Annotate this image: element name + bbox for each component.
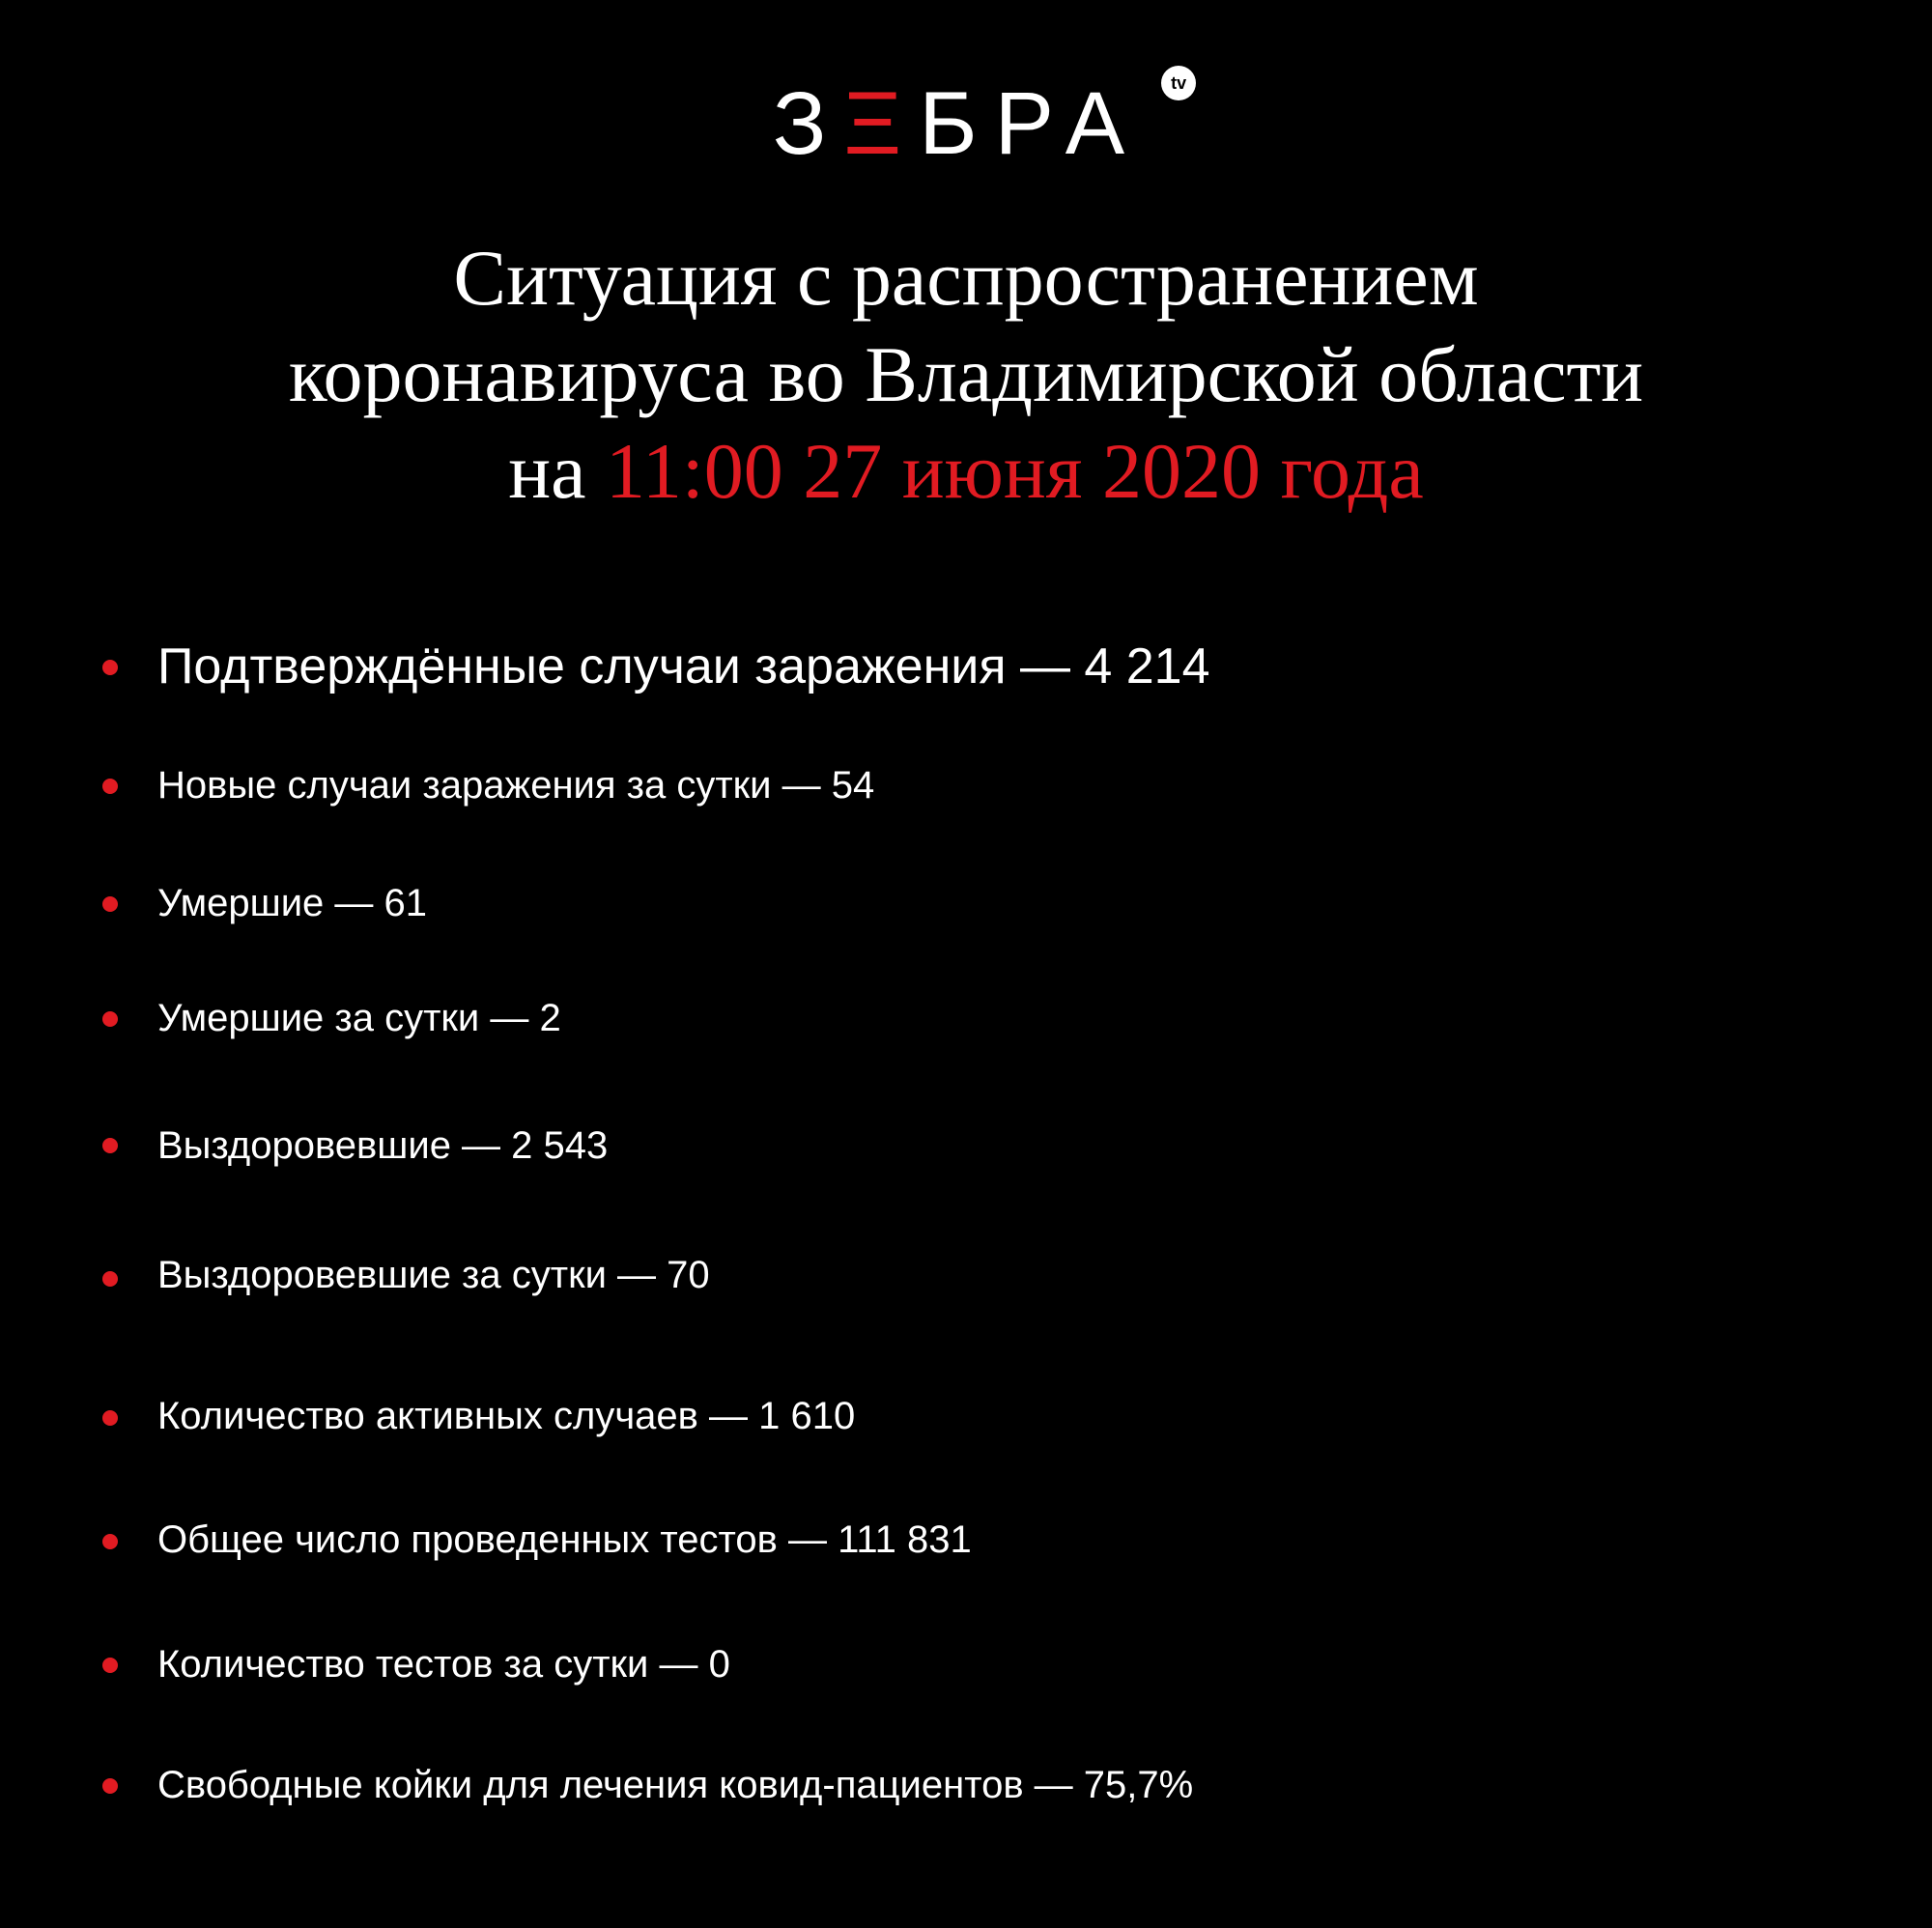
stat-tests-daily: Количество тестов за сутки — 0 [157, 1643, 730, 1686]
logo-accent-letter: Ξ [843, 74, 920, 173]
stat-recovered-daily: Выздоровевшие за сутки — 70 [157, 1254, 710, 1296]
bullet-icon [102, 1138, 118, 1153]
stat-free-beds: Свободные койки для лечения ковид-пациентов — 75,7% [157, 1764, 1194, 1806]
logo-wordmark [772, 73, 1187, 173]
page-title [0, 230, 1932, 520]
stat-confirmed-cases: Подтверждённые случаи заражения — 4 214 [157, 638, 1210, 695]
bullet-icon [102, 1011, 118, 1027]
title-line-2: коронавируса во Владимирской области [288, 330, 1644, 418]
report-datetime: 11:00 27 июня 2020 года [605, 427, 1424, 515]
bullet-icon [102, 896, 118, 912]
stat-tests-total: Общее число проведенных тестов — 111 831 [157, 1518, 972, 1561]
logo-part-1: З [772, 74, 844, 173]
title-line-1: Ситуация с распространением [453, 234, 1479, 322]
bullet-icon [102, 779, 118, 794]
title-line-3 [0, 423, 1932, 520]
stat-recovered: Выздоровевшие — 2 543 [157, 1124, 609, 1167]
stat-new-cases: Новые случаи заражения за сутки — 54 [157, 764, 875, 807]
bullet-icon [102, 1271, 118, 1287]
stat-deaths: Умершие — 61 [157, 882, 428, 924]
brand-logo [0, 73, 1932, 173]
stat-active-cases: Количество активных случаев — 1 610 [157, 1395, 856, 1437]
logo-part-2: БРА [919, 74, 1143, 173]
title-prefix: на [508, 427, 586, 515]
bullet-icon [102, 1534, 118, 1549]
bullet-icon [102, 660, 118, 675]
tv-badge-icon: tv [1161, 66, 1196, 100]
bullet-icon [102, 1658, 118, 1673]
stat-deaths-daily: Умершие за сутки — 2 [157, 997, 561, 1039]
bullet-icon [102, 1778, 118, 1794]
bullet-icon [102, 1410, 118, 1426]
